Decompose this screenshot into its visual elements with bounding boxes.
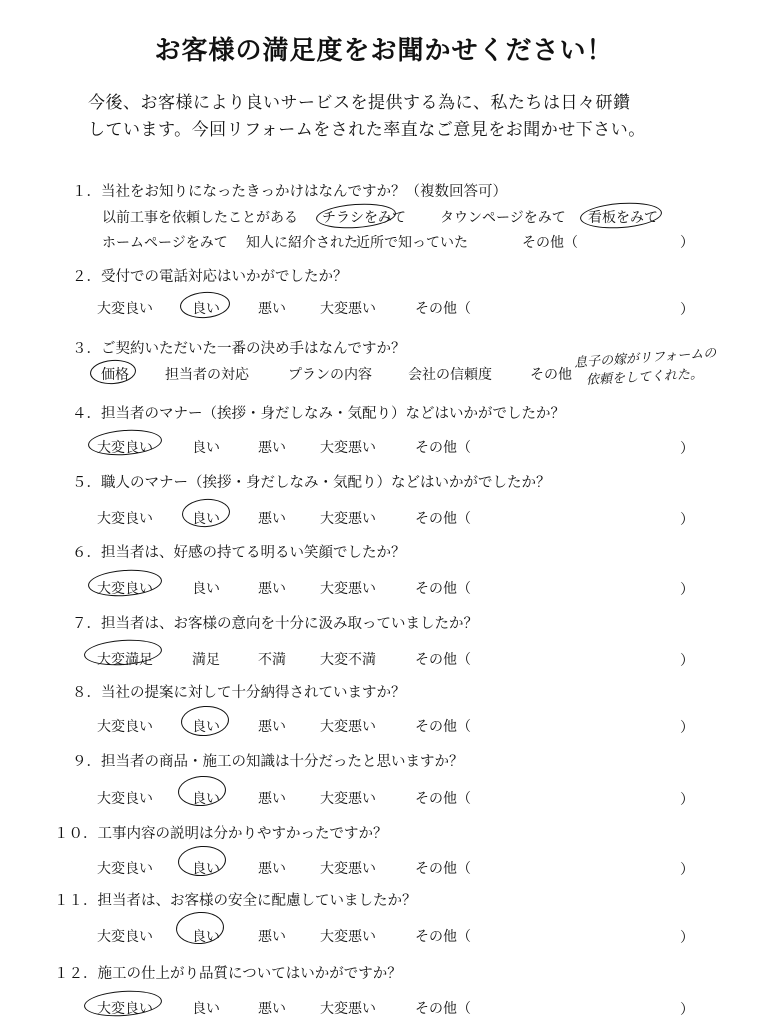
q11-option[interactable]: 大変悪い [320,929,376,945]
q2-option[interactable]: その他（ [415,301,471,317]
q7-other-close: ） [680,653,694,669]
q12-option[interactable]: 悪い [258,1001,286,1017]
q6-option[interactable]: その他（ [415,581,471,597]
q7-option[interactable]: 大変満足 [97,652,153,668]
q8-option[interactable]: その他（ [415,719,471,735]
q5-option[interactable]: 大変悪い [320,511,376,527]
survey-title: お客様の満足度をお聞かせください！ [154,36,614,66]
q11-option[interactable]: 悪い [258,929,286,945]
q8-other-close: ） [680,720,694,736]
q3-mark-price [89,358,137,385]
q8-option[interactable]: 良い [192,719,220,735]
q9-other-close: ） [680,792,694,808]
q6-option[interactable]: 大変悪い [320,581,376,597]
q8-mark [180,704,230,737]
intro-line-1: 今後、お客様により良いサービスを提供する為に、私たちは日々研鑽 [88,93,631,113]
q11-option[interactable]: その他（ [415,929,471,945]
q10-option[interactable]: 良い [192,861,220,877]
q6-option[interactable]: 良い [192,581,220,597]
q9-option[interactable]: 大変良い [97,791,153,807]
q1-option[interactable]: 知人に紹介された [246,235,358,251]
q8-option[interactable]: 悪い [258,719,286,735]
q10-other-close: ） [680,862,694,878]
q9-option[interactable]: 大変悪い [320,791,376,807]
q6-option[interactable]: 大変良い [97,581,153,597]
q2-other-close: ） [680,302,694,318]
q2-option[interactable]: 大変良い [97,301,153,317]
question-2-text: ２．受付での電話対応はいかがでしたか？ [72,269,348,285]
q4-option[interactable]: 良い [192,440,220,456]
q3-option[interactable]: 担当者の対応 [165,367,249,383]
q5-option[interactable]: 良い [192,511,220,527]
q2-option[interactable]: 良い [192,301,220,317]
q6-option[interactable]: 悪い [258,581,286,597]
q1-other-close: ） [680,235,694,251]
question-1-text: １．当社をお知りになったきっかけはなんですか？（複数回答可） [72,184,507,200]
q7-option[interactable]: 満足 [192,652,220,668]
q5-other-close: ） [680,512,694,528]
q8-option[interactable]: 大変良い [97,719,153,735]
question-8-text: ８．当社の提案に対して十分納得されていますか？ [72,685,406,701]
q1-option[interactable]: ホームページをみて [102,235,228,251]
question-12-text: １２．施工の仕上がり品質についてはいかがですか？ [54,966,402,982]
q10-option[interactable]: 悪い [258,861,286,877]
q11-option[interactable]: 良い [192,929,220,945]
q11-option[interactable]: 大変良い [97,929,153,945]
q7-option[interactable]: 不満 [258,652,286,668]
question-10-text: １０．工事内容の説明は分かりやすかったですか？ [54,826,388,842]
q4-option[interactable]: その他（ [415,440,471,456]
q12-option[interactable]: 大変悪い [320,1001,376,1017]
question-6-text: ６．担当者は、好感の持てる明るい笑顔でしたか？ [72,545,406,561]
q5-option[interactable]: その他（ [415,511,471,527]
q4-other-close: ） [680,441,694,457]
question-9-text: ９．担当者の商品・施工の知識は十分だったと思いますか？ [72,754,464,770]
q7-option[interactable]: その他（ [415,652,471,668]
q4-option[interactable]: 大変悪い [320,440,376,456]
q1-option[interactable]: タウンページをみて [440,210,566,226]
q5-option[interactable]: 大変良い [97,511,153,527]
q1-option[interactable]: 看板をみて [588,210,658,226]
q12-option[interactable]: 大変良い [97,1001,153,1017]
question-4-text: ４．担当者のマナー（挨拶・身だしなみ・気配り）などはいかがでしたか？ [72,406,565,422]
question-3-text: ３．ご契約いただいた一番の決め手はなんですか？ [72,341,406,357]
q9-option[interactable]: 良い [192,791,220,807]
q10-option[interactable]: 大変良い [97,861,153,877]
question-7-text: ７．担当者は、お客様の意向を十分に汲み取っていましたか？ [72,616,478,632]
q8-option[interactable]: 大変悪い [320,719,376,735]
q12-option[interactable]: 良い [192,1001,220,1017]
q12-option[interactable]: その他（ [415,1001,471,1017]
q9-option[interactable]: その他（ [415,791,471,807]
q3-handwritten-note-2: 依頼をしてくれた。 [585,366,704,389]
q3-option[interactable]: その他 [530,367,572,383]
q3-handwritten-note-1: 息子の嫁がリフォームの [573,346,717,371]
q4-option[interactable]: 悪い [258,440,286,456]
q1-option[interactable]: その他（ [522,235,578,251]
q4-option[interactable]: 大変良い [97,440,153,456]
intro-line-2: しています。今回リフォームをされた率直なご意見をお聞かせ下さい。 [88,120,646,140]
q1-option[interactable]: 近所で知っていた [356,235,468,251]
q6-other-close: ） [680,582,694,598]
q3-option[interactable]: プランの内容 [288,367,372,383]
q3-option[interactable]: 価格 [101,367,129,383]
q9-option[interactable]: 悪い [258,791,286,807]
question-11-text: １１．担当者は、お客様の安全に配慮していましたか？ [54,893,417,909]
q2-option[interactable]: 大変悪い [320,301,376,317]
q10-option[interactable]: その他（ [415,861,471,877]
question-5-text: ５．職人のマナー（挨拶・身だしなみ・気配り）などはいかがでしたか？ [72,475,551,491]
q1-option[interactable]: チラシをみて [322,210,406,226]
q2-mark [179,290,231,319]
q12-other-close: ） [680,1002,694,1018]
q7-option[interactable]: 大変不満 [320,652,376,668]
q5-option[interactable]: 悪い [258,511,286,527]
q1-option[interactable]: 以前工事を依頼したことがある [102,210,298,226]
q2-option[interactable]: 悪い [258,301,286,317]
q10-option[interactable]: 大変悪い [320,861,376,877]
q3-option[interactable]: 会社の信頼度 [408,367,492,383]
q5-mark [181,497,231,528]
q11-other-close: ） [680,930,694,946]
